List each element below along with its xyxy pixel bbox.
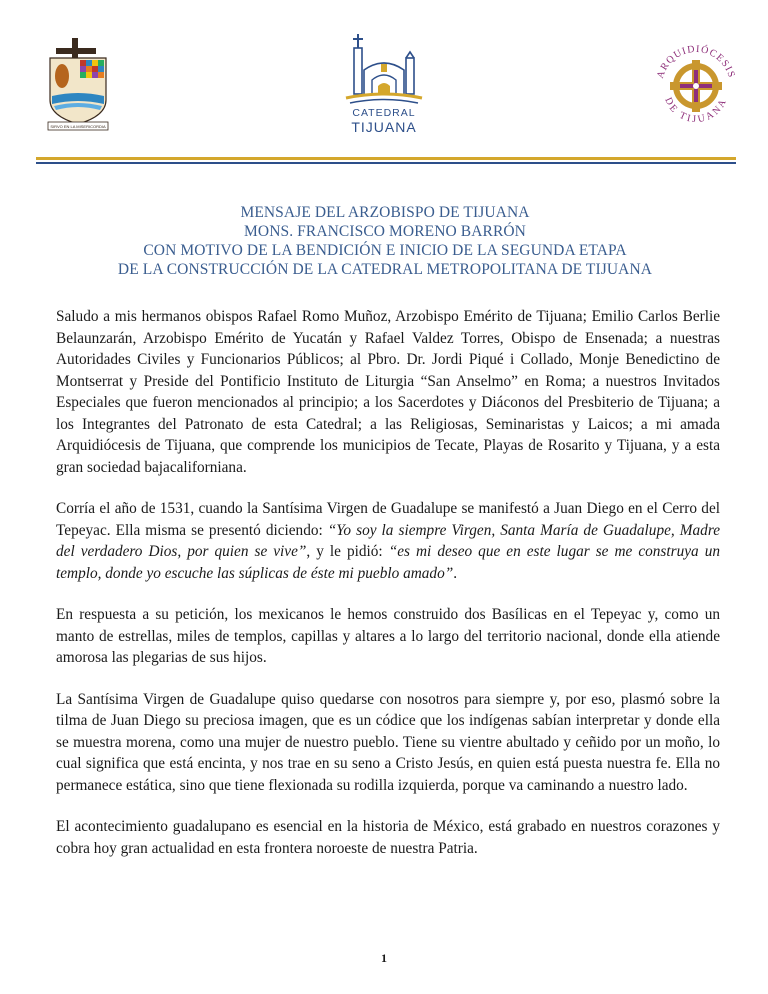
title-line-3: CON MOTIVO DE LA BENDICIÓN E INICIO DE LA SEGUNDA ETAPA: [143, 242, 627, 259]
svg-text:ARQUIDIÓCESIS: ARQUIDIÓCESIS: [654, 43, 738, 80]
letterhead: [0, 0, 768, 150]
paragraph-response: En respuesta a su petición, los mexicanos le hemos construido dos Basílicas en el Tepeyac y, como un manto de estrellas, miles de templos, capillas y altares a lo largo del territorio nacional, donde ella atiende amorosa las plegarias de sus hijos.: [56, 606, 720, 666]
page-number: 1: [381, 951, 387, 965]
svg-text:DE TIJUANA: DE TIJUANA: [662, 95, 730, 126]
title-line-4: DE LA CONSTRUCCIÓN DE LA CATEDRAL METROPOLITANA DE TIJUANA: [117, 261, 653, 278]
paragraph-guadalupano: El acontecimiento guadalupano es esencial en la historia de México, está grabado en nuestros corazones y cobra hoy gran actualidad en esta frontera noroeste de nuestra Patria.: [56, 818, 720, 857]
quote-virgin-request: “es mi deseo que en este lugar se me construya un templo, donde yo escuche las súplicas de éste mi pueblo amado”: [56, 543, 720, 582]
cathedral-logo-line2: TIJUANA: [351, 119, 417, 135]
title-line-2: MONS. FRANCISCO MORENO BARRÓN: [244, 223, 526, 240]
paragraph-tilma: La Santísima Virgen de Guadalupe quiso quedarse con nosotros para siempre y, por eso, plasmó sobre la tilma de Juan Diego su preciosa imagen, que es un códice que los indígenas sabían interpretar y donde ella se muestra morena, como una mujer de nuestro pueblo. Tiene su vientre abultado y ceñido por un moño, lo cual significa que está encinta, y nos trae en su seno a Cristo Jesús, en quien está puesta nuestra fe. Ella no permanece estática, sino que tiene flexionada su rodilla izquierda, porque va caminando a nuestro lado.: [56, 690, 720, 794]
cathedral-logo-line1: CATEDRAL: [352, 107, 416, 119]
paragraph-apparition: [56, 498, 720, 584]
header-divider-gold: [36, 157, 736, 160]
header-divider-navy: [36, 162, 736, 164]
apparition-text-b: , y le pidió:: [306, 543, 389, 560]
paragraph-greeting: Saludo a mis hermanos obispos Rafael Romo Muñoz, Arzobispo Emérito de Tijuana; Emilio Carlos Berlie Belaunzarán, Arzobispo Emérito de Yucatán y Rafael Valdez Torres, Obispo de Ensenada; a nuestras Autoridades Civiles y Funcionarios Públicos; al Pbro. Dr. Jordi Piqué i Collado, Monje Benedictino de Montserrat y Preside del Pontificio Instituto de Liturgia “San Anselmo” en Roma; a nuestros Invitados Especiales que fueron mencionados al principio; a los Sacerdotes y Diáconos del Presbiterio de Tijuana; a los Integrantes del Patronato de esta Catedral; a las Religiosas, Seminaristas y Laicos; a mi amada Arquidiócesis de Tijuana, que comprende los municipios de Tecate, Playas de Rosarito y Tijuana, y a esta gran sociedad bajacaliforniana.: [56, 308, 720, 476]
apparition-text-c: .: [453, 564, 458, 582]
quote-virgin-self: “Yo soy la siempre Virgen, Santa María de Guadalupe, Madre del verdadero Dios, por quien se vive”: [56, 521, 720, 560]
apparition-text-a: Corría el año de 1531, cuando la Santísima Virgen de Guadalupe se manifestó a Juan Diego en el Cerro del Tepeyac. Ella misma se presentó diciendo:: [56, 500, 720, 539]
svg-text:SIRVO EN LA MISERICORDIA: SIRVO EN LA MISERICORDIA: [50, 124, 106, 129]
document-body: [56, 306, 720, 879]
archdiocese-cross-seal-icon: [650, 40, 742, 132]
title-line-1: MENSAJE DEL ARZOBISPO DE TIJUANA: [240, 204, 530, 221]
document-title: [40, 203, 730, 279]
cross-shield-crest-icon: [42, 38, 114, 132]
